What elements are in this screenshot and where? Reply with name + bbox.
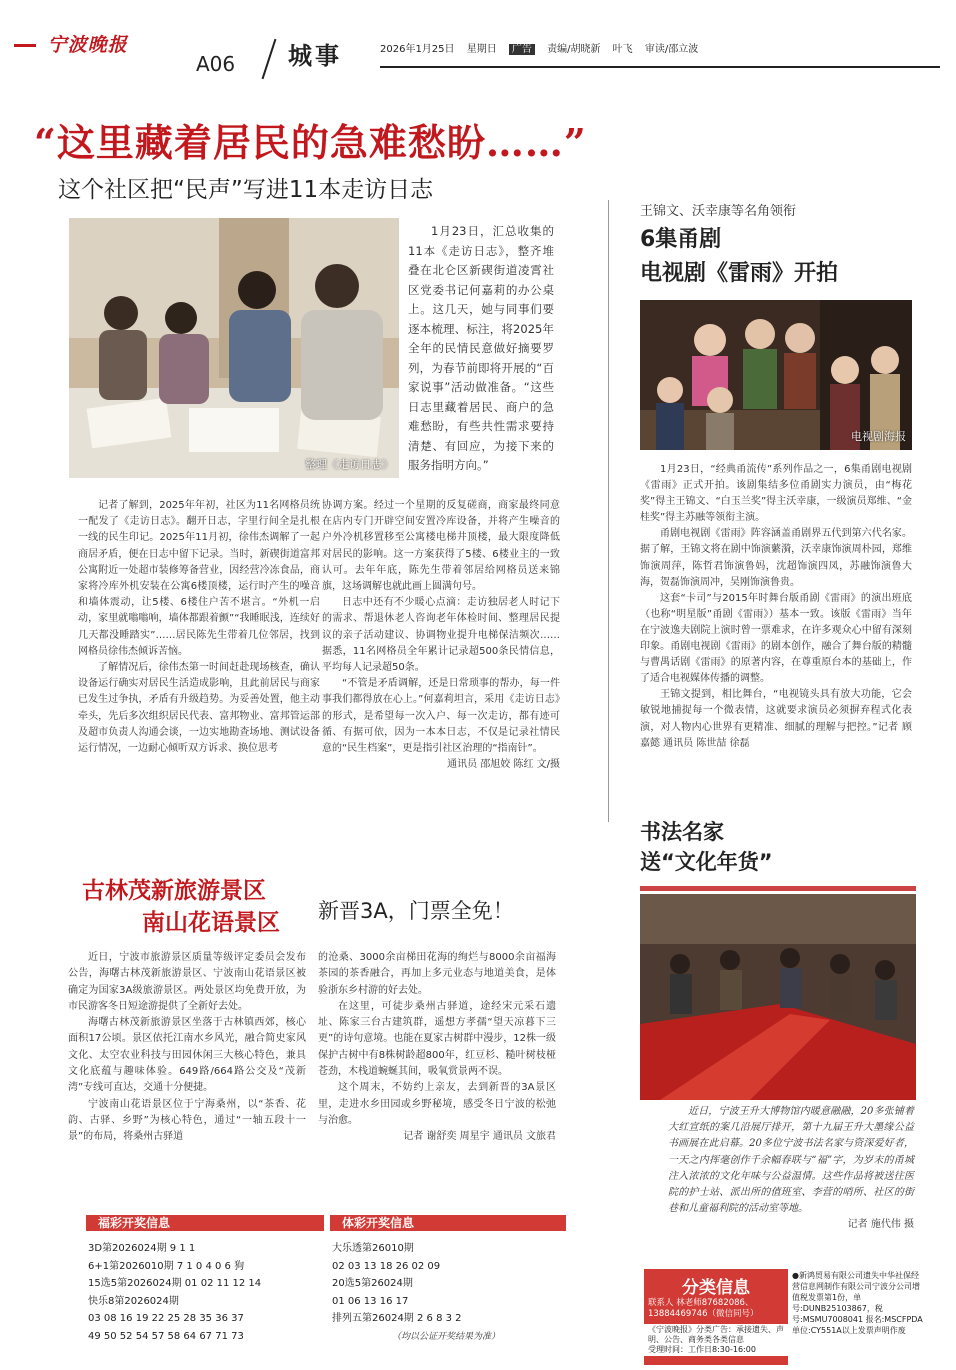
lottery-line: 49 50 52 54 57 58 64 67 71 73 [88, 1330, 244, 1342]
lottery-line: 6+1第2026010期 7 1 0 4 0 6 狗 [88, 1260, 245, 1272]
body-paragraph: 记者了解到，2025年年初，社区为11名网格员统一配发了《走访日志》。翻开日志，字里行间全是扎根一线的民生印记。2025年11月初，徐伟杰调解了一起商居矛盾，便在日志中留下记录。当时，新碶街道富邦公寓附近一处超市装修筹备营业，因经营冷冻食品，商家将冷库外机安装在公寓6楼顶楼，运行时产生的噪音和墙体震动，让5楼、6楼住户苦不堪言。“外机一启动，家里就嗡嗡响，墙体都跟着颤”“我睡眠浅，连续好几天都没睡踏实”……居民陈先生带着几位邻居，找到网格员徐伟杰倾诉苦恼。 [78, 500, 320, 657]
logo-dash-icon [14, 44, 36, 47]
lottery-note: （均以公证开奖结果为准） [392, 1332, 501, 1342]
body-paragraph: 海曙古林茂新旅游景区坐落于古林镇西郊，核心面积17公顷。景区依托江南水乡风光，融合简史家风文化、太空农业科技与田园休闲三大核心特色，兼具文化底蕴与趣味体验。649路/664路公交及“茂新湾”专线可直达，交通十分便捷。 [68, 1017, 306, 1094]
classified-box [644, 1269, 788, 1365]
body-paragraph: 甬剧电视剧《雷雨》阵容涵盖甬剧界五代到第六代名家。据了解，王锦文将在剧中饰演蘩漪，沃幸康饰演周朴园，郑维饰演周萍，陈哲君饰演鲁妈，沈超饰演四凤，苏融饰演鲁大海，贺磊饰演周冲，吴刚饰演鲁贵。 [640, 528, 912, 588]
classified-info-line: 受理时间：工作日8:30-16:00 [648, 1345, 756, 1354]
sports-lottery-results [332, 1240, 562, 1328]
welfare-lottery-results [88, 1240, 324, 1346]
page-number: A06 [196, 52, 236, 76]
body-paragraph: 这套“卡司”与2015年时舞台版甬剧《雷雨》的演出班底（也称“明星版”甬剧《雷雨》）基本一致。该版《雷雨》当年在宁波逸夫剧院上演时曾一票难求，在许多观众心中留有深刻印象。甬剧电视剧《雷雨》的剧本创作，融合了舞台版的精髓与曹禺话剧《雷雨》的原著内容，在尊重原台本的基础上，作了适合电视媒体传播的调整。 [640, 592, 912, 685]
body-paragraph: 在这里，可徒步桑州古驿道，途经宋元采石遗址、陈家三台古建筑群，遥想方孝孺“望天凉暮下三更”的诗句意境。也能在夏家古树群中漫步，12株一级保护古树中有8株树龄超800年，红豆杉、糙叶树枝桠苍劲，木栈道蜿蜒其间，吸氧赏景两不误。 [318, 1000, 556, 1078]
lottery-line: 排列五第26024期 2 6 8 3 2 [332, 1313, 462, 1325]
lottery-line: 大乐透第26010期 [332, 1243, 414, 1254]
body-paragraph: 1月23日，“经典甬流传”系列作品之一，6集甬剧电视剧《雷雨》正式开拍。该剧集结多位甬剧实力演员，由“梅花奖”得主王锦文、“白玉兰奖”得主沃幸康，一级演员郑维、“金桂奖”得主苏融等领衔主演。 [640, 464, 912, 524]
lede-paragraph: 1月23日，汇总收集的11本《走访日志》，整齐堆叠在北仑区新碶街道凌霄社区党委书记何嘉莉的办公桌上。这几天，她与同事们要逐本梳理、标注，将2025年全年的民情民意做好摘要罗列，为春节前即将开展的“百家说事”活动做准备。“这些日志里藏着居民、商户的急难愁盼，有些共性需求要持清楚、有回应，为接下来的服务指明方向。” [408, 224, 554, 472]
diary-photo-caption: 整理《走访日志》 [305, 458, 393, 471]
welfare-lottery-header: 福彩开奖信息 [86, 1215, 324, 1231]
issue-weekday: 星期日 [466, 44, 497, 55]
scenic-headline-line1: 古林茂新旅游景区 [82, 878, 266, 904]
body-paragraph: 了解情况后，徐伟杰第一时间赶赴现场核查，确认设备运行确实对居民生活造成影响，且此前居民与商家已发生过争执，矛盾有升级趋势。为妥善处置，他主动牵头，先后多次组织居民代表、富邦物业、富邦管运部及超市负责人沟通会谈，一边实地勘查场地、测试设备运行情况，一边耐心倾听双方诉求、换位思考 [78, 662, 320, 755]
body-paragraph: 宁波南山花语景区位于宁海桑州，以“茶香、花韵、古驿、乡野”为核心特色，通过“一轴五段十一景”的布局，将桑州古驿道 [68, 1098, 306, 1143]
diary-photo [69, 218, 399, 478]
section-title: 城事 [288, 42, 342, 70]
calligraphy-headline-line1: 书法名家 [640, 820, 724, 844]
calligraphy-photo [640, 894, 916, 1100]
diary-photo-image [69, 218, 399, 478]
scenic-body-right [318, 950, 556, 1146]
main-body-left [78, 498, 320, 757]
classified-title: 分类信息 [682, 1278, 750, 1298]
classified-info-line: 《宁波晚报》分类广告：承接遗失、声明、公告、商务类各类信息 [648, 1325, 784, 1344]
calligraphy-headline-line2: 送“文化年货” [640, 850, 773, 874]
drama-body [640, 462, 912, 752]
header-rule [380, 66, 940, 68]
lottery-line: 3D第2026024期 9 1 1 [88, 1243, 196, 1254]
calligraphy-accent-bar [640, 886, 916, 891]
main-subheadline: 这个社区把“民声”写进11本走访日志 [58, 177, 434, 203]
header-slash-divider [262, 39, 277, 80]
scenic-subheadline: 新晋3A，门票全免！ [318, 899, 514, 923]
calligraphy-photo-image [640, 894, 916, 1100]
main-headline: “这里藏着居民的急难愁盼……” [34, 120, 587, 165]
sports-lottery-header: 体彩开奖信息 [330, 1215, 566, 1231]
body-paragraph: 近日，宁波市旅游景区质量等级评定委员会发布公告，海曙古林茂新旅游景区、宁波南山花语景区被确定为国家3A级旅游景区。两处景区均免费开放，为市民游客冬日短途游提供了全新好去处。 [68, 952, 306, 1012]
body-paragraph: “不管是矛盾调解，还是日常琐事的帮办，每一件事我们都得放在心上。”何嘉莉坦言，采用《走访日志》的形式，是希望每一次入户、每一次走访，都有迹可循、有据可依，因为一本本日志，不仅是记录社情民意的“民生档案”，更是指引社区治理的“指南针”。 [322, 678, 560, 755]
calligraphy-byline: 记者 施代伟 摄 [847, 1219, 914, 1231]
lottery-line: 03 08 16 19 22 25 28 35 36 37 [88, 1313, 244, 1325]
drama-poster-caption: 电视剧海报 [851, 430, 906, 443]
body-paragraph: 王锦文提到，相比舞台，“电视镜头具有放大功能，它会敏锐地捕捉每一个微表情，这就要求演员必须摒弃程式化表演，对人物内心世界有更精准、细腻的理解与把控。”记者 顾嘉懿 通讯员 陈世喆 徐磊 [640, 689, 912, 749]
proofreader-credit: 审读/邵立波 [644, 44, 699, 55]
lottery-line: 15选5第2026024期 01 02 11 12 14 [88, 1278, 262, 1290]
body-paragraph: 这个周末，不妨约上亲友，去到新晋的3A景区里，走进水乡田园或乡野秘境，感受冬日宁波的松弛与治愈。 [318, 1082, 556, 1126]
body-paragraph: 协调方案。经过一个星期的反复磋商，商家最终同意在店内专门开辟空间安置冷库设备，并将产生噪音的户外冷机移置移至公寓楼电梯井顶楼，最大限度降低对居民的影响。这一方案获得了5楼、6楼业主的一致认可。去年年底，陈先生带着邻居给网格员送来锦旗，这场调解也就此画上圆满句号。 [322, 500, 560, 593]
designer-credit: 叶飞 [612, 44, 633, 55]
calligraphy-body [668, 1104, 914, 1234]
lottery-line: 快乐8第2026024期 [88, 1295, 179, 1307]
scenic-body-left [68, 950, 306, 1146]
body-paragraph: 近日，宁波王升大博物馆内暖意融融，20多张铺着大红宣纸的案几沿展厅排开，第十九届王升大墨缘公益书画展在此启幕。20多位宁波书法名家与资深爱好者，一天之内挥毫创作千余幅春联与“福”字，为岁末的甬城注入浓浓的文化年味与公益温情。这些作品将被送往医院的护士站、派出所的值班室、李营的哨所、社区的街巷和儿童福利院的活动室等地。 [668, 1106, 914, 1215]
lottery-line: 20选5第26024期 [332, 1278, 413, 1290]
classified-hotline: 联系人 林老师87682086、13884469746（微信同号） [648, 1298, 759, 1319]
issue-date: 2026年1月25日 [380, 44, 455, 55]
main-body-right [322, 498, 560, 773]
body-paragraph: 日志中还有不少暖心点滴：走访独居老人时记下的需求、帮退休老人咨询老年体检时间、整理居民提议的亲子活动建议、协调物业提升电梯保洁频次……据悉，11名网格员全年累计记录超500条民情信息，平均每人记录超50条。 [322, 597, 560, 674]
drama-poster [640, 300, 912, 450]
main-lede [408, 222, 554, 476]
ad-tag: 广告 [509, 44, 535, 55]
scenic-headline-line2: 南山花语景区 [142, 910, 280, 936]
drama-headline-line2: 电视剧《雷雨》开拍 [640, 261, 839, 286]
logo-text: 宁波晚报 [47, 34, 128, 56]
lottery-line: 02 03 13 18 26 02 09 [332, 1260, 441, 1272]
classified-info [644, 1324, 788, 1356]
column-divider [608, 200, 609, 822]
editor-credit: 责编/胡晓新 [547, 44, 601, 55]
scenic-byline: 记者 谢舒奕 周星宇 通讯员 文旅君 [403, 1131, 556, 1143]
classified-notice: ●新鸿贸易有限公司遗失中华社保经营信息网制作有限公司宁波分公司增值税发票第1份，单号:DUNB25103867，税号:MSMU7008041 报名:MSCFPDA 单位:CY551A以上发票声明作废 [792, 1271, 923, 1335]
body-paragraph: 的沧桑、3000余亩梯田花海的绚烂与8000余亩福海茶园的茶香融合，再加上多元业态与地道美食，是体验浙东乡村游的好去处。 [318, 952, 556, 996]
lottery-line: 01 06 13 16 17 [332, 1295, 409, 1307]
main-byline: 通讯员 邵旭姣 陈红 文/摄 [447, 759, 560, 771]
drama-headline-line1: 6集甬剧 [640, 227, 722, 252]
newspaper-logo [14, 30, 128, 57]
header-meta [380, 40, 707, 55]
drama-kicker: 王锦文、沃幸康等名角领衔 [640, 204, 797, 219]
